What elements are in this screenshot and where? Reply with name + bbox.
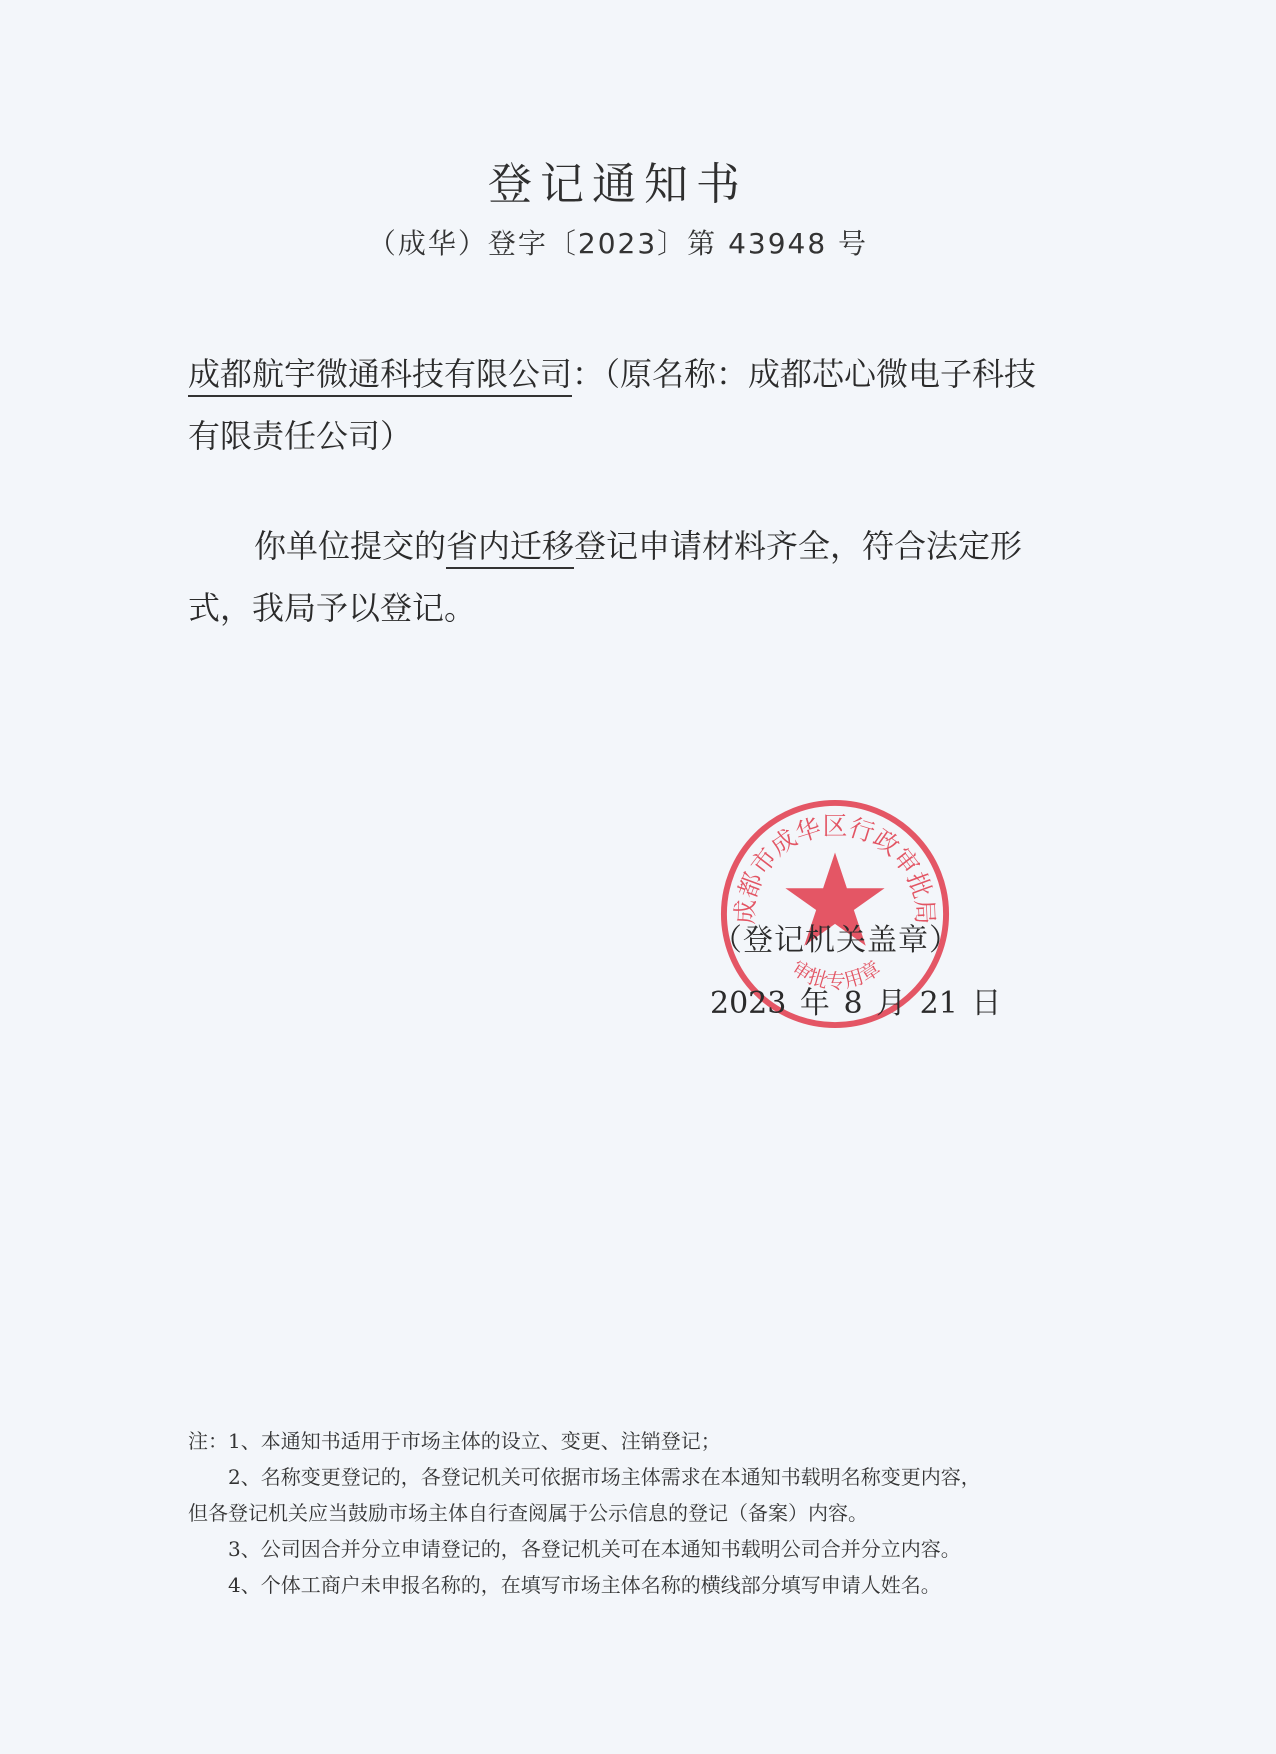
seal-caption: （登记机关盖章） (712, 923, 960, 958)
notice-body (188, 515, 1068, 639)
note-line-4: 4、个体工商户未申报名称的，在填写市场主体名称的横线部分填写申请人姓名。 (228, 1573, 941, 1597)
registration-matter: 省内迁移 (446, 527, 574, 569)
date-day: 21 (919, 986, 958, 1021)
note-line-2-continued: 但各登记机关应当鼓励市场主体自行查阅属于公示信息的登记（备案）内容。 (188, 1501, 868, 1525)
body-prefix: 你单位提交的 (254, 527, 447, 565)
addressee (188, 343, 1068, 467)
date-day-unit: 日 (971, 986, 1002, 1021)
date-month-unit: 月 (876, 986, 907, 1021)
note-line-3: 3、公司因合并分立申请登记的，各登记机关可在本通知书载明公司合并分立内容。 (228, 1537, 961, 1561)
seal-text-bottom: 审批专用章 (787, 956, 885, 994)
date-year: 2023 (710, 986, 787, 1021)
body-suffix: 登记申请材料齐全，符合法定形式，我局予以登记。 (188, 527, 1023, 627)
page-title: 登记通知书 (488, 159, 748, 210)
issue-date (708, 978, 1003, 1022)
note-line-2: 2、名称变更登记的，各登记机关可依据市场主体需求在本通知书载明名称变更内容， (228, 1465, 981, 1489)
date-month: 8 (843, 986, 863, 1021)
date-year-unit: 年 (799, 986, 830, 1021)
seal-text-arc: 成都市成华区行政审批局 (730, 811, 940, 925)
company-name: 成都航宇微通科技有限公司 (188, 355, 572, 397)
document-number: （成华）登字〔2023〕第 43948 号 (367, 227, 869, 260)
note-line-1: 注：1、本通知书适用于市场主体的设立、变更、注销登记； (188, 1429, 721, 1453)
former-name: ：（原名称：成都芯心微电子科技有限责任公司） (188, 355, 1037, 455)
notes-section (188, 1423, 1068, 1603)
